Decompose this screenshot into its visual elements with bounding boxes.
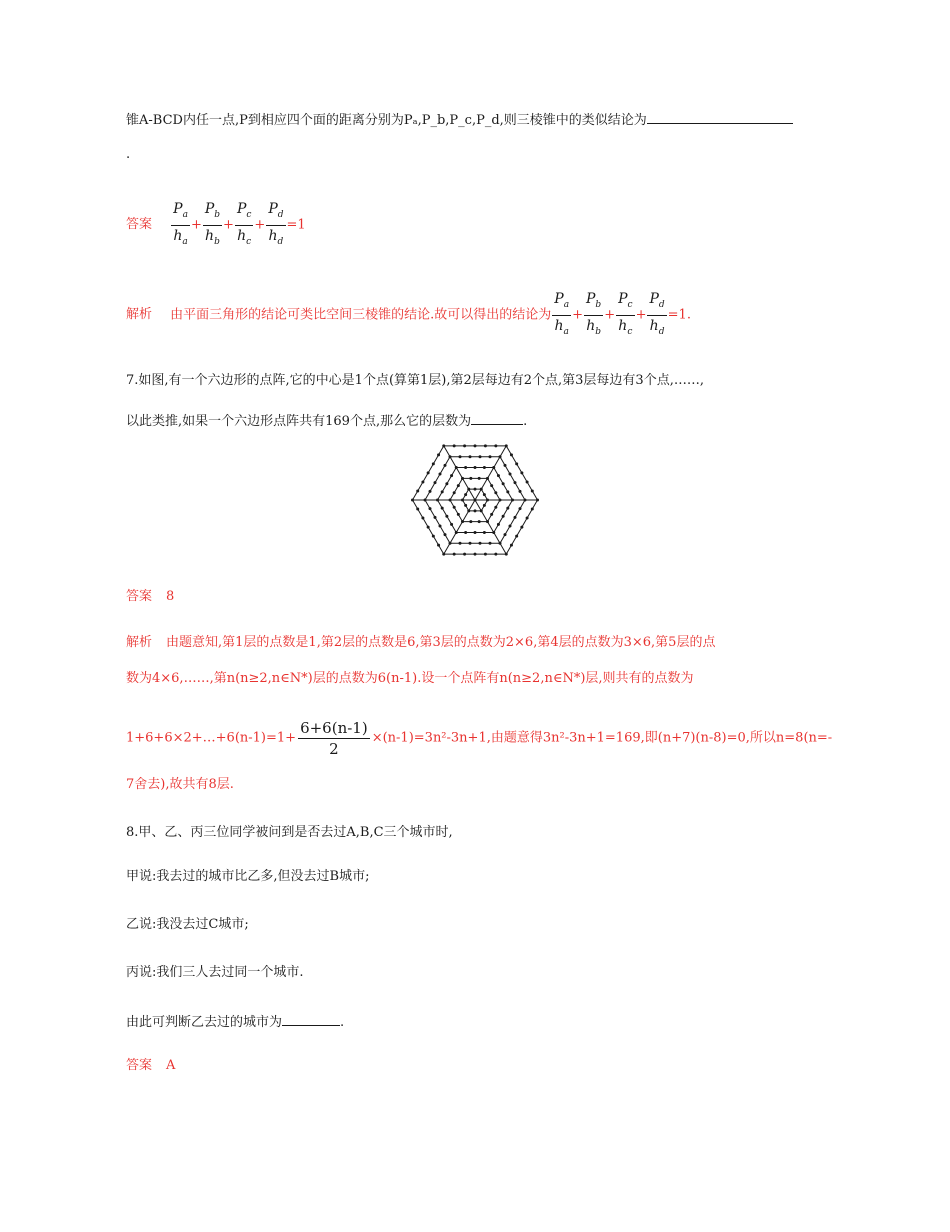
plus-sign: +	[635, 307, 647, 323]
lattice-dot	[444, 533, 447, 536]
lattice-dot	[526, 480, 529, 483]
lattice-dot	[449, 542, 452, 545]
lattice-dot	[463, 444, 466, 447]
lattice-dot	[437, 453, 440, 456]
fraction-denominator: $h_a$	[554, 317, 569, 337]
lattice-dot	[480, 488, 483, 491]
lattice-dot	[486, 520, 489, 523]
fraction-p-over-h	[552, 289, 571, 342]
lattice-dot	[478, 477, 481, 480]
lattice-dot	[436, 499, 439, 502]
q6-text: 锥A-BCD内任一点,P到相应四个面的距离分别为Pₐ,P_b,P_c,P_d,则三棱锥中的类似结论为	[126, 109, 793, 131]
lattice-dot	[459, 455, 462, 458]
answer-label: 答案	[126, 1058, 153, 1073]
q8-line5: 由此可判断乙去过的城市为 .	[126, 1011, 344, 1033]
lattice-dot	[483, 466, 486, 469]
lattice-dot	[510, 544, 513, 547]
lattice-dot	[483, 531, 486, 534]
lattice-dot	[490, 513, 493, 516]
lattice-dot	[416, 508, 419, 511]
center-dot	[474, 499, 477, 502]
lattice-dot	[514, 516, 517, 519]
lattice-dot	[449, 499, 452, 502]
fraction-numerator: $P_c$	[616, 289, 634, 316]
lattice-dot	[492, 531, 495, 534]
lattice-dot	[432, 535, 435, 538]
q7-fraction: $\frac{6+6(n-1)}{2}$	[300, 719, 368, 758]
fraction-denominator: $h_c$	[618, 317, 633, 337]
lattice-dot	[427, 526, 430, 529]
lattice-dot	[474, 509, 477, 512]
lattice-dot	[444, 464, 447, 467]
lattice-dot	[461, 477, 464, 480]
lattice-dot	[455, 466, 458, 469]
lattice-dot	[416, 489, 419, 492]
q8-answer	[126, 1056, 175, 1076]
lattice-dot	[515, 535, 518, 538]
lattice-dot	[486, 477, 489, 480]
lattice-dot	[457, 484, 460, 487]
fraction-numerator: $P_a$	[552, 289, 571, 316]
fraction-denominator: $h_a$	[173, 227, 188, 247]
q6-analysis	[126, 289, 691, 342]
q6-dot: .	[126, 147, 131, 162]
q8-line1: 8.甲、乙、丙三位同学被问到是否去过A,B,C三个城市时,	[126, 825, 453, 840]
q7-blank	[471, 410, 523, 425]
fraction-p-over-h	[584, 289, 603, 342]
lattice-dot	[453, 444, 456, 447]
q6-answer-eq: =1	[286, 217, 306, 233]
lattice-dot	[490, 484, 493, 487]
lattice-dot	[474, 466, 477, 469]
lattice-dot	[411, 499, 414, 502]
lattice-dot	[429, 507, 432, 510]
q6-analysis-fraction-sum	[551, 291, 667, 337]
lattice-dot	[434, 516, 437, 519]
lattice-dot	[474, 531, 477, 534]
lattice-dot	[504, 464, 507, 467]
lattice-dot	[511, 499, 514, 502]
lattice-dot	[478, 520, 481, 523]
lattice-dot	[432, 462, 435, 465]
lattice-dot	[536, 499, 539, 502]
lattice-dot	[453, 491, 456, 494]
q6-answer	[126, 199, 306, 252]
lattice-dot	[441, 507, 444, 510]
lattice-dot	[479, 455, 482, 458]
fraction-denominator: $h_c$	[237, 227, 252, 247]
lattice-dot	[467, 509, 470, 512]
q7-answer-value: 8	[166, 589, 175, 604]
lattice-dot	[445, 482, 448, 485]
lattice-dot	[486, 499, 489, 502]
lattice-dot	[453, 553, 456, 556]
lattice-dot	[494, 444, 497, 447]
lattice-dot	[421, 517, 424, 520]
lattice-dot	[469, 542, 472, 545]
q8-line2: 甲说:我去过的城市比乙多,但没去过B城市;	[126, 869, 370, 884]
answer-label: 答案	[126, 217, 153, 233]
lattice-dot	[467, 488, 470, 491]
fraction-p-over-h	[171, 199, 190, 252]
plus-sign: +	[254, 217, 266, 233]
lattice-dot	[505, 553, 508, 556]
lattice-dot	[480, 509, 483, 512]
q7-answer	[126, 587, 174, 607]
fraction-p-over-h	[616, 289, 634, 342]
lattice-dot	[441, 490, 444, 493]
lattice-dot	[494, 491, 497, 494]
lattice-dot	[483, 493, 486, 496]
lattice-dot	[474, 553, 477, 556]
lattice-dot	[461, 520, 464, 523]
fraction-p-over-h	[203, 199, 222, 252]
lattice-dot	[489, 542, 492, 545]
lattice-dot	[449, 455, 452, 458]
lattice-dot	[531, 489, 534, 492]
lattice-dot	[459, 542, 462, 545]
lattice-dot	[469, 477, 472, 480]
fraction-numerator: $P_b$	[584, 289, 603, 316]
q7-analysis-line3: 1+6+6×2+…+6(n-1)=1+ $\frac{6+6(n-1)}{2}$ ×(n-1)=3n²-3n+1,由题意得3n²-3n+1=169,即(n+7)(n-8)=0,所以n=8(n=-	[126, 719, 833, 758]
lattice-dot	[506, 490, 509, 493]
lattice-dot	[469, 455, 472, 458]
fraction-denominator: $h_d$	[649, 317, 665, 337]
fraction-p-over-h	[647, 289, 666, 342]
q7-analysis-line4: 7舍去),故共有8层.	[126, 777, 234, 792]
q7-line2: 以此类推,如果一个六边形点阵共有169个点,那么它的层数为 .	[126, 410, 527, 432]
lattice-dot	[499, 542, 502, 545]
q6-analysis-eq: =1.	[667, 307, 691, 323]
lattice-dot	[437, 544, 440, 547]
fraction-numerator: $P_d$	[266, 199, 285, 226]
lattice-dot	[429, 490, 432, 493]
lattice-dot	[515, 462, 518, 465]
fraction-p-over-h	[266, 199, 285, 252]
q6-analysis-text: 由平面三角形的结论可类比空间三棱锥的结论.故可以得出的结论为	[170, 307, 552, 323]
lattice-dot	[510, 453, 513, 456]
lattice-dot	[464, 493, 467, 496]
fraction-denominator: $h_d$	[268, 227, 284, 247]
lattice-dot	[499, 455, 502, 458]
plus-sign: +	[604, 307, 616, 323]
lattice-dot	[464, 466, 467, 469]
plus-sign: +	[572, 307, 583, 323]
q7-line1: 7.如图,有一个六边形的点阵,它的中心是1个点(算第1层),第2层每边有2个点,第3层每边有3个点,……,	[126, 373, 704, 388]
q7-analysis-line1: 解析 由题意知,第1层的点数是1,第2层的点数是6,第3层的点数为2×6,第4层的点数为3×6,第5层的点	[126, 635, 716, 650]
q8-line4: 丙说:我们三人去过同一个城市.	[126, 965, 304, 980]
lattice-dot	[492, 466, 495, 469]
lattice-dot	[469, 520, 472, 523]
fraction-denominator: $h_b$	[586, 317, 601, 337]
lattice-dot	[509, 473, 512, 476]
fraction-numerator: $P_b$	[203, 199, 222, 226]
lattice-dot	[445, 515, 448, 518]
lattice-dot	[524, 499, 527, 502]
lattice-dot	[509, 524, 512, 527]
q8-blank	[282, 1011, 340, 1026]
lattice-dot	[464, 504, 467, 507]
lattice-dot	[464, 531, 467, 534]
fraction-denominator: $h_b$	[205, 227, 220, 247]
lattice-dot	[427, 471, 430, 474]
lattice-dot	[463, 553, 466, 556]
q6-answer-fraction-sum	[170, 201, 286, 247]
lattice-dot	[526, 517, 529, 520]
lattice-dot	[474, 444, 477, 447]
lattice-dot	[474, 488, 477, 491]
hexagon-dot-lattice-figure	[410, 443, 540, 558]
lattice-dot	[520, 526, 523, 529]
q6-blank	[647, 109, 793, 124]
lattice-dot	[450, 474, 453, 477]
lattice-dot	[494, 506, 497, 509]
lattice-dot	[457, 513, 460, 516]
lattice-dot	[421, 480, 424, 483]
fraction-numerator: $P_d$	[647, 289, 666, 316]
lattice-dot	[502, 482, 505, 485]
lattice-dot	[484, 444, 487, 447]
lattice-dot	[514, 481, 517, 484]
fraction-numerator: $P_a$	[171, 199, 190, 226]
answer-label: 答案	[126, 589, 153, 604]
q8-answer-value: A	[166, 1058, 176, 1073]
lattice-dot	[424, 499, 427, 502]
lattice-dot	[531, 508, 534, 511]
q8-line3: 乙说:我没去过C城市;	[126, 917, 249, 932]
lattice-dot	[497, 474, 500, 477]
lattice-dot	[506, 507, 509, 510]
lattice-dot	[439, 524, 442, 527]
lattice-dot	[483, 504, 486, 507]
lattice-dot	[502, 515, 505, 518]
lattice-dot	[520, 471, 523, 474]
lattice-dot	[479, 542, 482, 545]
plus-sign: +	[223, 217, 234, 233]
lattice-dot	[442, 553, 445, 556]
fraction-p-over-h	[235, 199, 253, 252]
lattice-dot	[442, 444, 445, 447]
lattice-dot	[461, 499, 464, 502]
lattice-dot	[450, 523, 453, 526]
lattice-dot	[504, 533, 507, 536]
lattice-dot	[519, 490, 522, 493]
lattice-dot	[497, 523, 500, 526]
plus-sign: +	[190, 217, 202, 233]
lattice-dot	[484, 553, 487, 556]
lattice-dot	[434, 481, 437, 484]
q7-analysis-line2: 数为4×6,……,第n(n≥2,n∈N*)层的点数为6(n-1).设一个点阵有n(n≥2,n∈N*)层,则共有的点数为	[126, 671, 694, 686]
lattice-dot	[489, 455, 492, 458]
lattice-dot	[499, 499, 502, 502]
lattice-dot	[453, 506, 456, 509]
lattice-dot	[455, 531, 458, 534]
lattice-dot	[439, 473, 442, 476]
fraction-numerator: $P_c$	[235, 199, 253, 226]
lattice-dot	[494, 553, 497, 556]
analysis-label: 解析	[126, 307, 153, 323]
lattice-dot	[519, 507, 522, 510]
lattice-dot	[505, 444, 508, 447]
analysis-label: 解析	[126, 635, 153, 650]
